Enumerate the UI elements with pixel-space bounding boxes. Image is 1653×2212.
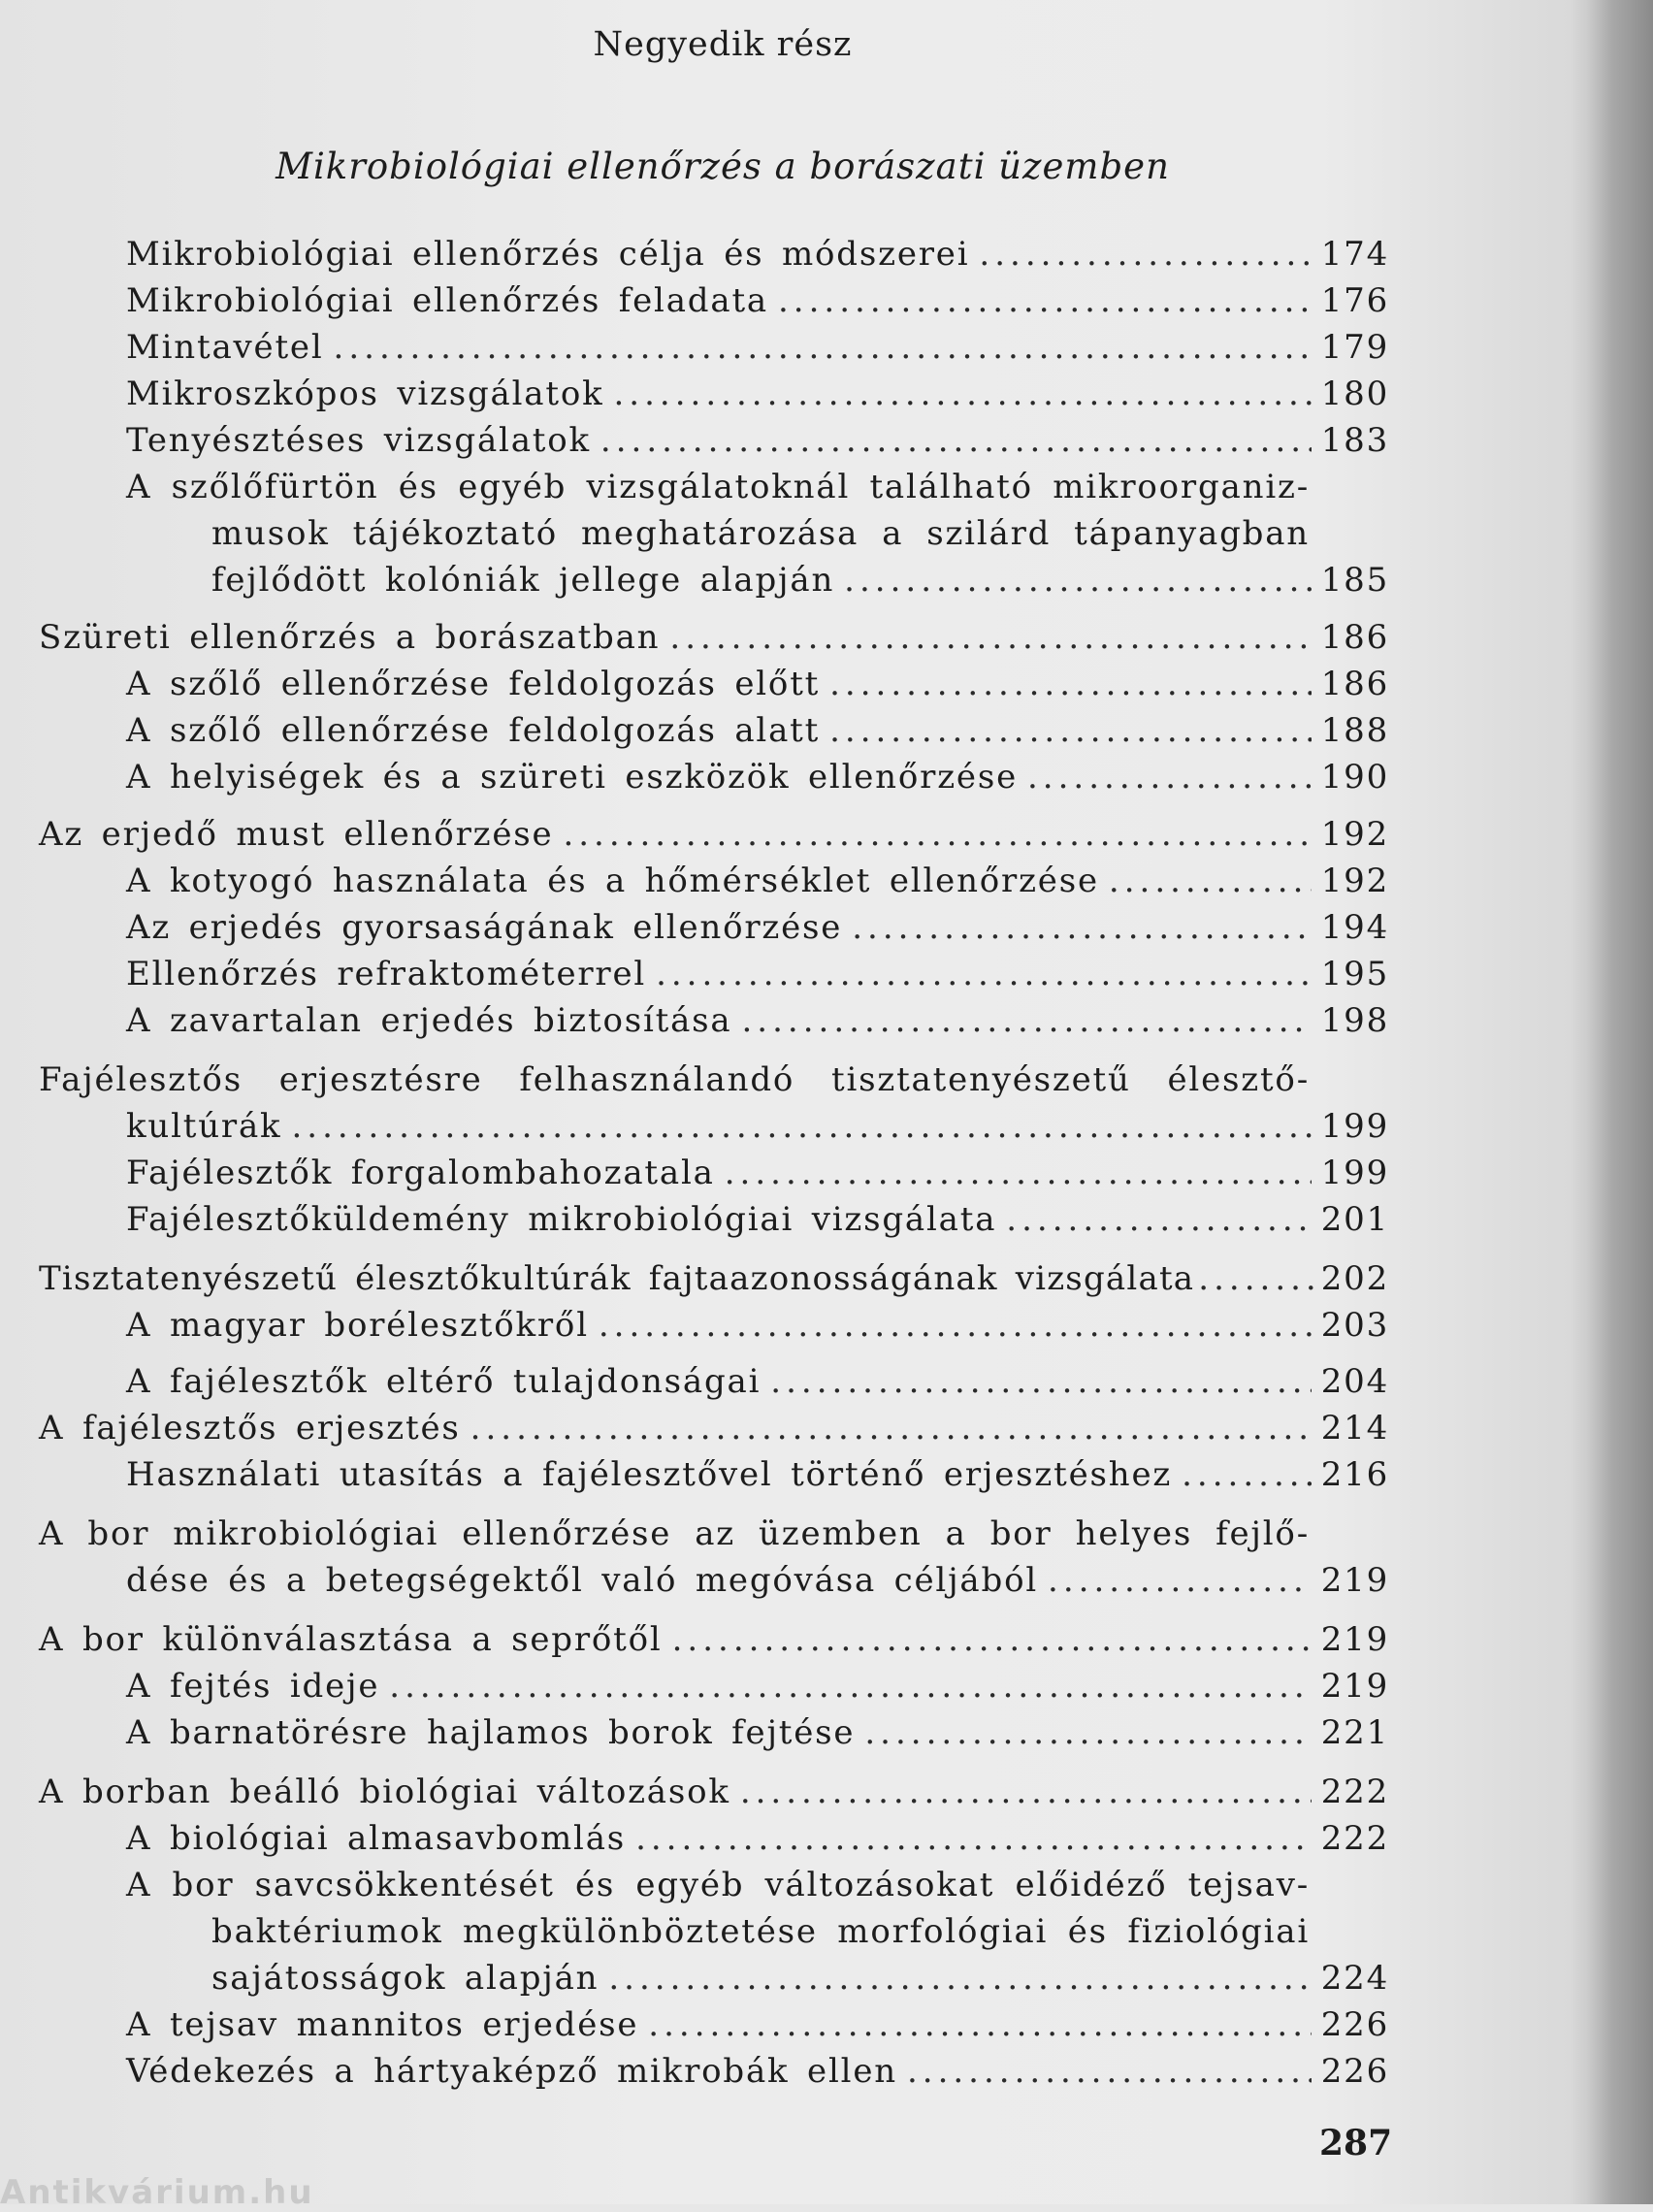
toc-entry <box>126 1667 1389 1706</box>
toc-chapter-entry <box>39 815 1389 854</box>
toc-page-number: 216 <box>1320 1455 1389 1494</box>
toc-entry <box>126 1713 1389 1752</box>
toc-entry <box>126 421 1389 460</box>
toc-page-number: 188 <box>1320 711 1389 750</box>
toc-page-number: 226 <box>1320 2005 1389 2044</box>
toc-entry <box>126 1362 1389 1401</box>
toc-entry-title: Az erjedő must ellenőrzése <box>39 815 554 854</box>
toc-entry-title: A szőlő ellenőrzése feldolgozás alatt <box>126 711 821 750</box>
toc-page-number: 226 <box>1320 2052 1389 2091</box>
toc-entry-title: A fajélesztők eltérő tulajdonságai <box>126 1362 762 1401</box>
toc-page-number: 186 <box>1320 665 1389 703</box>
toc-entry-title: A biológiai almasavbomlás <box>126 1819 627 1858</box>
toc-entry <box>211 1959 1389 1998</box>
toc-entry <box>126 1154 1389 1192</box>
toc-page-number: 176 <box>1320 281 1389 320</box>
part-title: Negyedik rész <box>593 25 853 64</box>
toc-leader-dots <box>1198 1262 1316 1295</box>
toc-chapter-entry <box>126 1561 1389 1600</box>
toc-page-number: 202 <box>1320 1259 1389 1298</box>
toc-entry-title: A fejtés ideje <box>126 1667 380 1706</box>
toc-entry <box>211 561 1389 600</box>
toc-chapter-entry <box>39 1409 1389 1448</box>
toc-leader-dots <box>852 911 1311 944</box>
book-spine-shadow <box>1585 0 1653 2204</box>
toc-entry-title: A fajélesztős erjesztés <box>39 1409 461 1448</box>
toc-leader-dots <box>470 1412 1312 1445</box>
toc-page-number: 195 <box>1320 955 1389 993</box>
toc-entry-continuation: Fajélesztős erjesztésre felhasználandó tisztatenyészetű élesztő- <box>39 1060 1310 1099</box>
toc-leader-dots <box>291 1110 1311 1143</box>
toc-entry-title: kultúrák <box>126 1107 282 1146</box>
toc-entry <box>126 1819 1389 1858</box>
toc-entry-title: fejlődött kolóniák jellege alapján <box>211 561 835 600</box>
toc-entry <box>126 2005 1389 2044</box>
toc-chapter-entry <box>39 1620 1389 1659</box>
toc-leader-dots <box>1048 1564 1312 1597</box>
toc-page-number: 192 <box>1320 862 1389 900</box>
toc-entry-title: A kotyogó használata és a hőmérséklet ellenőrzése <box>126 862 1099 900</box>
toc-entry-title: sajátosságok alapján <box>211 1959 600 1998</box>
toc-leader-dots <box>864 1716 1311 1749</box>
toc-entry-title: Fajélesztőküldemény mikrobiológiai vizsgálata <box>126 1200 997 1239</box>
toc-page-number: 199 <box>1320 1107 1389 1146</box>
toc-page-number: 204 <box>1320 1362 1389 1401</box>
toc-chapter-entry <box>39 1259 1389 1298</box>
toc-page-number: 201 <box>1320 1200 1389 1239</box>
toc-leader-dots <box>669 621 1311 654</box>
toc-chapter-entry <box>39 1773 1389 1811</box>
watermark: Antikvárium.hu <box>0 2173 314 2212</box>
toc-entry-title: A zavartalan erjedés biztosítása <box>126 1001 732 1040</box>
toc-page-number: 214 <box>1320 1409 1389 1448</box>
toc-entry <box>126 758 1389 797</box>
toc-leader-dots <box>907 2055 1312 2088</box>
toc-leader-dots <box>600 424 1312 457</box>
toc-leader-dots <box>563 818 1311 851</box>
toc-entry <box>126 665 1389 703</box>
toc-entry-title: Fajélesztők forgalombahozatala <box>126 1154 715 1192</box>
toc-leader-dots <box>844 564 1312 597</box>
toc-page-number: 190 <box>1320 758 1389 797</box>
toc-page-number: 194 <box>1320 908 1389 947</box>
toc-entry <box>126 1001 1389 1040</box>
toc-leader-dots <box>778 284 1312 317</box>
toc-leader-dots <box>1182 1458 1312 1491</box>
toc-page-number: 222 <box>1320 1819 1389 1858</box>
toc-leader-dots <box>979 238 1311 271</box>
toc-entry <box>126 862 1389 900</box>
toc-entry-title: Ellenőrzés refraktométerrel <box>126 955 647 993</box>
toc-entry <box>126 1455 1389 1494</box>
toc-page-number: 203 <box>1320 1306 1389 1345</box>
toc-entry <box>126 1200 1389 1239</box>
toc-page-number: 219 <box>1320 1667 1389 1706</box>
toc-leader-dots <box>599 1309 1312 1342</box>
toc-leader-dots <box>829 667 1312 700</box>
toc-entry-title: Mikrobiológiai ellenőrzés célja és módszerei <box>126 235 970 274</box>
toc-page-number: 224 <box>1320 1959 1389 1998</box>
toc-entry-title: Tenyésztéses vizsgálatok <box>126 421 591 460</box>
toc-entry-title: A borban beálló biológiai változások <box>39 1773 730 1811</box>
toc-page-number: 198 <box>1320 1001 1389 1040</box>
toc-page-number: 183 <box>1320 421 1389 460</box>
toc-entry-continuation: A bor mikrobiológiai ellenőrzése az üzemben a bor helyes fejlő- <box>39 1514 1310 1553</box>
toc-entry-continuation: A szőlőfürtön és egyéb vizsgálatoknál található mikroorganiz- <box>126 468 1310 506</box>
toc-page-number: 221 <box>1320 1713 1389 1752</box>
toc-page-number: 222 <box>1320 1773 1389 1811</box>
page-number: 287 <box>1319 2123 1393 2163</box>
toc-entry-continuation: musok tájékoztató meghatározása a szilárd tápanyagban <box>211 514 1310 553</box>
toc-entry <box>126 711 1389 750</box>
toc-entry <box>126 908 1389 947</box>
toc-entry-title: A helyiségek és a szüreti eszközök ellenőrzése <box>126 758 1018 797</box>
toc-page-number: 185 <box>1320 561 1389 600</box>
toc-entry-title: A magyar borélesztőkről <box>126 1306 589 1345</box>
toc-chapter-entry <box>39 618 1389 657</box>
toc-page-number: 174 <box>1320 235 1389 274</box>
toc-entry-title: Szüreti ellenőrzés a borászatban <box>39 618 661 657</box>
toc-entry-title: dése és a betegségektől való megóvása céljából <box>126 1561 1039 1600</box>
toc-page-number: 179 <box>1320 328 1389 367</box>
toc-entry <box>126 955 1389 993</box>
toc-entry-title: A szőlő ellenőrzése feldolgozás előtt <box>126 665 821 703</box>
toc-entry-continuation: baktériumok megkülönböztetése morfológiai és fiziológiai <box>211 1912 1310 1951</box>
toc-entry-title: Használati utasítás a fajélesztővel történő erjesztéshez <box>126 1455 1173 1494</box>
toc-entry <box>126 1306 1389 1345</box>
toc-page-number: 180 <box>1320 374 1389 413</box>
toc-page-number: 219 <box>1320 1620 1389 1659</box>
toc-leader-dots <box>742 1004 1312 1037</box>
toc-entry <box>126 235 1389 274</box>
toc-leader-dots <box>614 377 1312 410</box>
toc-entry-title: Mintavétel <box>126 328 324 367</box>
toc-leader-dots <box>1027 761 1312 794</box>
toc-leader-dots <box>334 331 1312 364</box>
toc-page-number: 186 <box>1320 618 1389 657</box>
toc-leader-dots <box>740 1775 1312 1808</box>
toc-leader-dots <box>829 714 1312 747</box>
toc-entry-title: A bor különválasztása a seprőtől <box>39 1620 663 1659</box>
toc-entry-title: Az erjedés gyorsaságának ellenőrzése <box>126 908 843 947</box>
toc-entry <box>126 374 1389 413</box>
toc-page-number: 219 <box>1320 1561 1389 1600</box>
toc-entry <box>126 2052 1389 2091</box>
toc-leader-dots <box>1006 1203 1311 1236</box>
toc-entry-title: Védekezés a hártyaképző mikrobák ellen <box>126 2052 897 2091</box>
toc-entry <box>126 328 1389 367</box>
toc-entry-title: Tisztatenyészetű élesztőkultúrák fajtaazonosságának vizsgálata <box>39 1259 1195 1298</box>
toc-leader-dots <box>608 1962 1311 1995</box>
toc-leader-dots <box>635 1822 1312 1855</box>
toc-leader-dots <box>648 2008 1311 2041</box>
toc-leader-dots <box>1109 864 1312 897</box>
section-title: Mikrobiológiai ellenőrzés a borászati üzemben <box>276 146 1170 187</box>
toc-entry <box>126 281 1389 320</box>
toc-entry-continuation: A bor savcsökkentését és egyéb változásokat előidéző tejsav- <box>126 1866 1310 1904</box>
toc-entry-title: A barnatörésre hajlamos borok fejtése <box>126 1713 856 1752</box>
toc-entry-title: A tejsav mannitos erjedése <box>126 2005 639 2044</box>
toc-leader-dots <box>656 958 1312 991</box>
toc-leader-dots <box>389 1670 1311 1703</box>
toc-chapter-entry <box>126 1107 1389 1146</box>
toc-page-number: 192 <box>1320 815 1389 854</box>
toc-leader-dots <box>770 1365 1311 1398</box>
toc-leader-dots <box>672 1623 1312 1656</box>
toc-page-number: 199 <box>1320 1154 1389 1192</box>
toc-entry-title: Mikrobiológiai ellenőrzés feladata <box>126 281 768 320</box>
toc-leader-dots <box>725 1156 1312 1189</box>
toc-entry-title: Mikroszkópos vizsgálatok <box>126 374 604 413</box>
